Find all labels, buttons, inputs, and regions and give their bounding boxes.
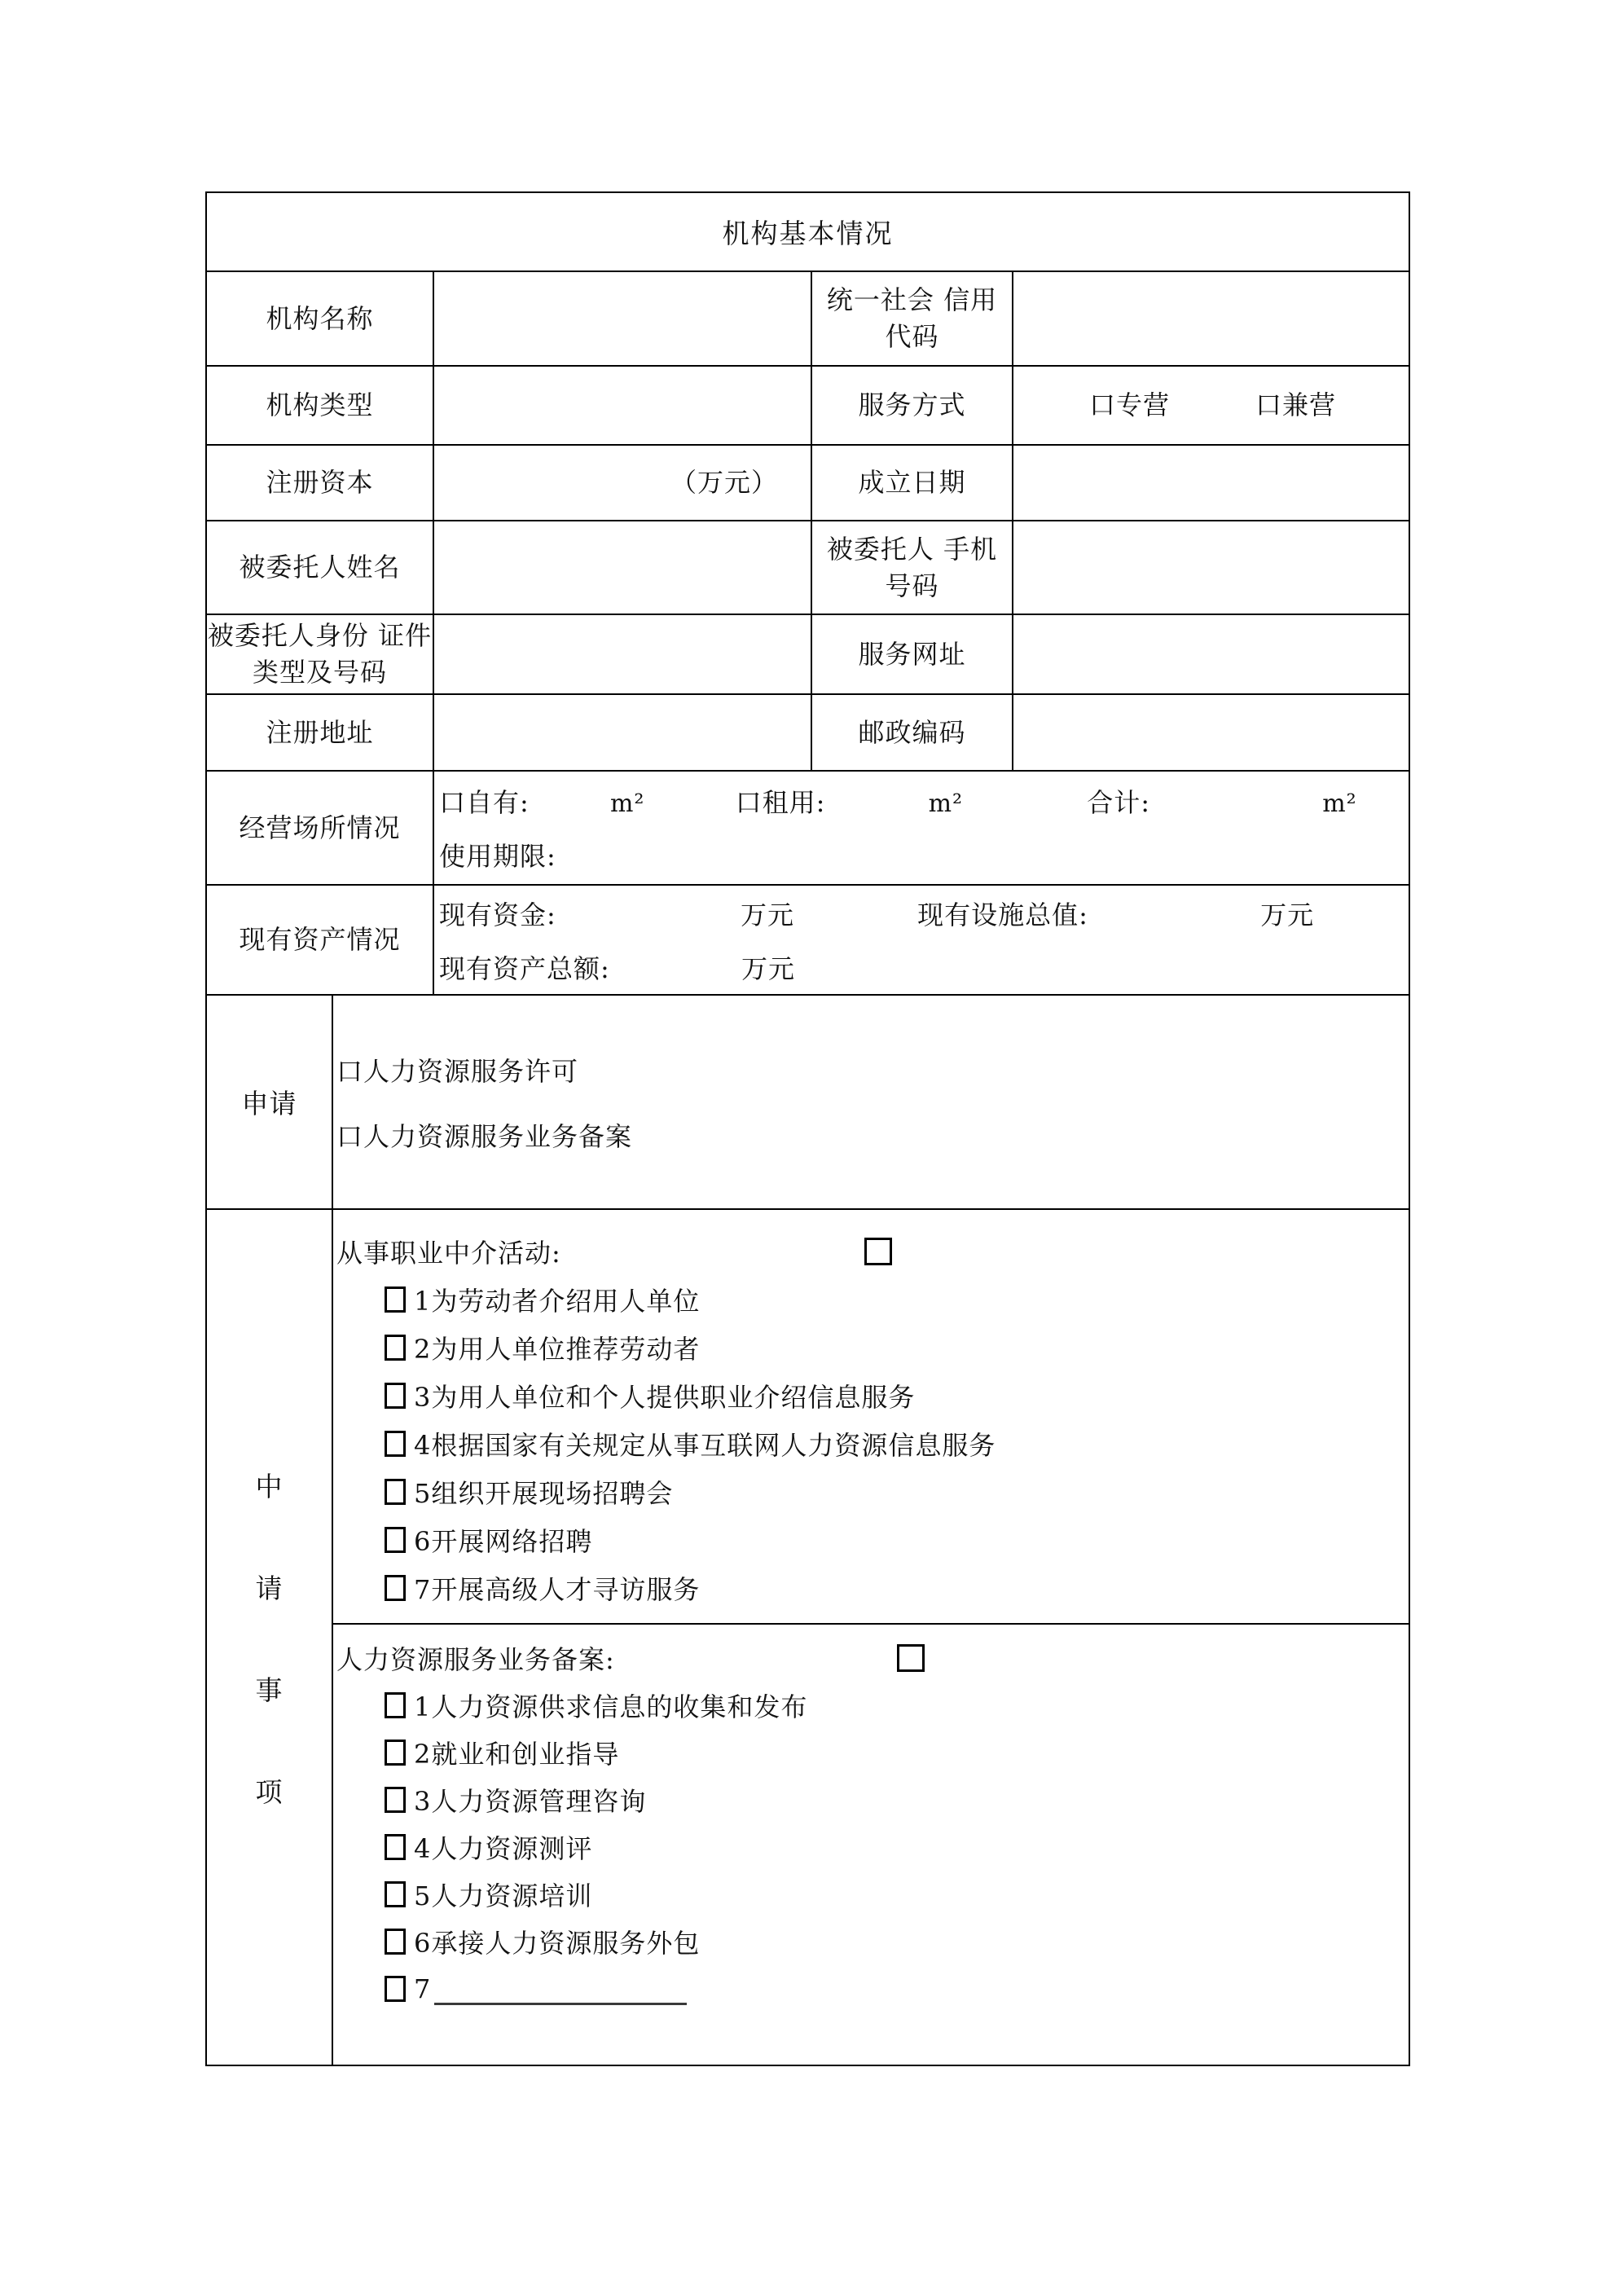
matters-label-char: 项 (255, 1775, 284, 1808)
checkbox-icon[interactable] (385, 1527, 406, 1553)
trustee-id-input[interactable] (434, 615, 812, 693)
registered-capital-input[interactable] (434, 446, 812, 520)
application-row (207, 996, 1409, 1210)
checklist-item[interactable] (385, 1965, 1409, 2012)
checkbox-icon[interactable] (864, 1238, 892, 1265)
postal-code-label: 邮政编码 (812, 695, 1013, 770)
assets-facilities-label: 现有设施总值: (917, 899, 1088, 930)
premises-own-checkbox[interactable]: 口自有: (439, 787, 530, 818)
assets-line-1 (439, 895, 1409, 932)
checklist-item-label: 1为劳动者介绍用人单位 (414, 1285, 701, 1317)
checklist-item-label: 1人力资源供求信息的收集和发布 (414, 1691, 808, 1722)
blank-underline[interactable] (434, 1973, 687, 2005)
square-meter-unit: m² (609, 790, 645, 818)
registered-capital-unit: （万元） (670, 467, 778, 498)
premises-row (207, 772, 1409, 886)
checkbox-icon[interactable] (385, 1575, 406, 1601)
checklist-item-label: 3人力资源管理咨询 (414, 1786, 647, 1817)
hr-service-filing-header-label: 人力资源服务业务备案: (336, 1644, 615, 1675)
credit-code-input[interactable] (1013, 272, 1409, 365)
application-options (333, 996, 1409, 1208)
checklist-item[interactable] (385, 1871, 1409, 1918)
matters-label (207, 1210, 333, 2065)
checkbox-icon[interactable] (385, 1740, 406, 1766)
trustee-name-input[interactable] (434, 521, 812, 614)
registered-address-input[interactable] (434, 695, 812, 770)
application-license-checkbox[interactable]: 口人力资源服务许可 (336, 1055, 579, 1087)
checklist-item[interactable] (385, 1371, 1409, 1419)
trustee-mobile-label: 被委托人 手机号码 (812, 521, 1013, 614)
postal-code-input[interactable] (1013, 695, 1409, 770)
assets-line-2 (439, 948, 1409, 986)
checklist-item[interactable] (385, 1682, 1409, 1729)
checklist-item-label: 4人力资源测评 (414, 1833, 593, 1864)
employment-agency-header (336, 1228, 1409, 1275)
premises-label: 经营场所情况 (207, 772, 434, 884)
square-meter-unit: m² (1322, 790, 1357, 818)
institution-type-input[interactable] (434, 367, 812, 444)
service-mode-label: 服务方式 (812, 367, 1013, 444)
table-row (207, 615, 1409, 695)
institution-name-label: 机构名称 (207, 272, 434, 365)
checklist-item[interactable] (385, 1515, 1409, 1564)
hr-service-filing-header (336, 1634, 1409, 1682)
checkbox-icon[interactable] (385, 1479, 406, 1505)
table-row (207, 367, 1409, 446)
checkbox-icon[interactable] (385, 1287, 406, 1313)
square-meter-unit: m² (928, 790, 964, 818)
service-website-input[interactable] (1013, 615, 1409, 693)
wan-yuan-unit: 万元 (741, 952, 795, 984)
institution-type-label: 机构类型 (207, 367, 434, 444)
premises-total-label: 合计: (1087, 787, 1151, 818)
checklist-item-label: 4根据国家有关规定从事互联网人力资源信息服务 (414, 1429, 996, 1461)
checklist-item-label: 2就业和创业指导 (414, 1739, 620, 1770)
premises-rent-checkbox[interactable]: 口租用: (735, 787, 826, 818)
checkbox-icon[interactable] (385, 1383, 406, 1409)
checklist-item[interactable] (385, 1729, 1409, 1776)
assets-label: 现有资产情况 (207, 886, 434, 994)
assets-total-label: 现有资产总额: (439, 952, 610, 984)
matters-content (333, 1210, 1409, 2065)
checklist-item[interactable] (385, 1564, 1409, 1612)
checkbox-icon[interactable] (385, 1834, 406, 1860)
service-website-label: 服务网址 (812, 615, 1013, 693)
registered-capital-label: 注册资本 (207, 446, 434, 520)
table-row (207, 695, 1409, 772)
checkbox-icon[interactable] (385, 1692, 406, 1718)
title-row (207, 193, 1409, 272)
checklist-item-label: 6开展网络招聘 (414, 1525, 593, 1557)
assets-fields[interactable] (434, 886, 1409, 994)
checklist-item-label: 6承接人力资源服务外包 (414, 1928, 701, 1959)
hr-service-filing-block (333, 1625, 1409, 2065)
trustee-name-label: 被委托人姓名 (207, 521, 434, 614)
premises-term-label: 使用期限: (439, 841, 556, 872)
checkbox-icon[interactable] (385, 1335, 406, 1361)
establishment-date-label: 成立日期 (812, 446, 1013, 520)
checkbox-icon[interactable] (385, 1431, 406, 1457)
institution-info-table (205, 191, 1410, 2066)
premises-fields[interactable] (434, 772, 1409, 884)
checklist-item-label: 7 (414, 1973, 432, 2004)
checkbox-icon[interactable] (385, 1976, 406, 2002)
checklist-item-label: 3为用人单位和个人提供职业介绍信息服务 (414, 1381, 916, 1413)
checklist-item[interactable] (385, 1776, 1409, 1823)
service-mode-options (1013, 367, 1409, 444)
premises-term-field[interactable] (439, 836, 1409, 873)
checklist-item[interactable] (385, 1467, 1409, 1515)
credit-code-label: 统一社会 信用代码 (812, 272, 1013, 365)
employment-agency-block (333, 1210, 1409, 1625)
checklist-item[interactable] (385, 1323, 1409, 1371)
checklist-item[interactable] (385, 1823, 1409, 1871)
wan-yuan-unit: 万元 (740, 899, 794, 930)
trustee-id-label: 被委托人身份 证件类型及号码 (207, 615, 434, 693)
checkbox-icon[interactable] (385, 1881, 406, 1907)
assets-fund-label: 现有资金: (439, 899, 556, 930)
checkbox-icon[interactable] (385, 1787, 406, 1813)
checklist-item-label: 2为用人单位推荐劳动者 (414, 1333, 701, 1365)
service-mode-concurrent-checkbox[interactable]: 口兼营 (1255, 389, 1337, 420)
premises-line-1 (439, 782, 1409, 820)
application-label: 申请 (207, 996, 333, 1208)
table-row (207, 272, 1409, 367)
matters-row (207, 1210, 1409, 2065)
checkbox-icon[interactable] (897, 1644, 925, 1672)
matters-label-char: 请 (255, 1572, 284, 1604)
matters-label-char: 事 (255, 1674, 284, 1706)
institution-name-input[interactable] (434, 272, 812, 365)
trustee-mobile-input[interactable] (1013, 521, 1409, 614)
checklist-item[interactable] (385, 1419, 1409, 1467)
checklist-item[interactable] (385, 1918, 1409, 1965)
matters-label-char: 中 (255, 1470, 284, 1502)
assets-row (207, 886, 1409, 996)
service-mode-exclusive-checkbox[interactable]: 口专营 (1089, 389, 1171, 420)
establishment-date-input[interactable] (1013, 446, 1409, 520)
checklist-item-label: 5组织开展现场招聘会 (414, 1477, 674, 1509)
checklist-item-label: 5人力资源培训 (414, 1880, 593, 1911)
checklist-item-label: 7开展高级人才寻访服务 (414, 1573, 701, 1605)
table-row (207, 446, 1409, 521)
table-row (207, 521, 1409, 615)
checklist-item[interactable] (385, 1275, 1409, 1323)
form-title: 机构基本情况 (722, 218, 894, 249)
wan-yuan-unit: 万元 (1260, 899, 1315, 930)
application-filing-checkbox[interactable]: 口人力资源服务业务备案 (336, 1120, 633, 1152)
employment-agency-header-label: 从事职业中介活动: (336, 1238, 561, 1269)
registered-address-label: 注册地址 (207, 695, 434, 770)
checkbox-icon[interactable] (385, 1929, 406, 1955)
